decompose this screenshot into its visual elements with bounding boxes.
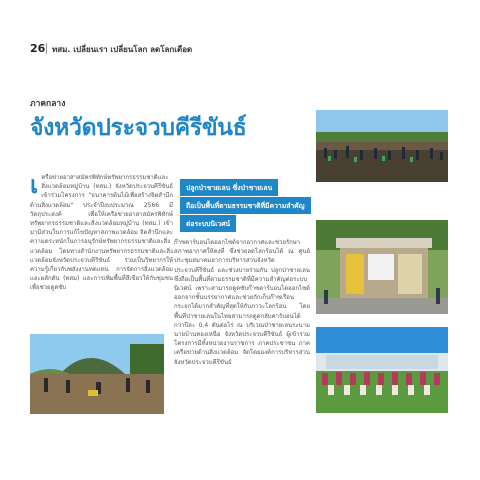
page-number: 26: [30, 42, 46, 55]
highlight-line-3: ต่อระบบนิเวศน์: [180, 215, 236, 232]
dropcap: เ: [30, 173, 39, 199]
region-label: ภาคกลาง: [30, 99, 66, 109]
paragraph-1: [30, 173, 173, 331]
running-title: ทสม. เปลี่ยนเรา เปลี่ยนโลก ลดโลกเดือด: [52, 45, 193, 54]
seminar-booth-photo: [316, 220, 448, 314]
hill-planting-photo: [30, 334, 164, 414]
group-photo: [316, 327, 448, 413]
highlight-line-1: ปลูกป่าชายเลน ซึ่งป่าชายเลน: [180, 179, 278, 196]
paragraph-1-text: ครือข่ายอาสาสมัครพิทักษ์ทรัพยากรธรรมชาติและสิ่งแวดล้อมหมู่บ้าน (ทสม.) จังหวัดประจวบคีรีขันธ์ เข้าร่วมโครงการ "ธนาคารต้นไม้เพื่อสร้างจิตสำนึกด้านสิ่งแวดล้อม" ประจำปีงบประมาณ 2566 มีวัตถุประสงค์ เพื่อให้เครือข่ายอาสาสมัครพิทักษ์ทรัพยากรธรรมชาติและสิ่งแวดล้อมหมู่บ้าน (ทสม.) เข้ามามีส่วนในการแก้ไขปัญหาสภาพแวดล้อม จิตสำนึกและความตระหนักในการอนุรักษ์ทรัพยากรธรรมชาติและสิ่งแวดล้อม โดยทางสำนักงานทรัพยากรธรรมชาติและสิ่งแวดล้อมจังหวัดประจวบคีรีขันธ์ ร่วมเป็นวิทยากรให้ความรู้เกี่ยวกับพลังงานทดแทน การจัดการสิ่งแวดล้อมและผลักดัน (ทสม) และการเพิ่มพื้นที่สีเขียวให้กับชุมชน เพื่อช่วยดูดซับ: [30, 174, 173, 292]
highlight-line-2: ถือเป็นพื้นที่ตามธรรมชาติที่มีความสำคัญ: [180, 197, 311, 214]
mangrove-planting-photo: [316, 110, 448, 182]
article-title: จังหวัดประจวบคีรีขันธ์: [30, 115, 247, 141]
header-divider: [46, 43, 47, 54]
paragraph-2: ก๊าซคาร์บอนไดออกไซด์จากอากาศและช่วยรักษาสภาพอากาศให้คงที่ ซึ่งช่วยลดโลกร้อนได้ ณ ศูนย์ประชุมสมาคมอาการบริหารส่วนจังหวัดประจวบคีรีขันธ์ และช่วงบ่ายร่วมกัน ปลูกป่าชายเลน ซึ่งถือเป็นพื้นที่ตามธรรมชาติที่มีความสำคัญต่อระบบนิเวศน์ เพราะสามารถดูดซับก๊าซคาร์บอนไดออกไซด์ออกจากชั้นบรรยากาศและช่วยกักเก็บก๊าซเรือนกระจกได้มากสำคัญที่สุดให้กับภาวะโลกร้อน โดยพื้นที่ป่าชายเลนในไทยสามารถดูดกลับคาร์บอนได้กว่าปีละ 0.4 ตันต่อไร่ ณ บริเวณป่าชายเลนระนามนายบ้านทองเหนือ จังหวัดประจวบคีรีขันธ์ ผู้เข้าร่วมโครงการมีทั้งหน่วยงานราชการ ภาคประชาชน ภาคเครือข่ายด้านสิ่งแวดล้อม จัดโดยองค์การบริหารส่วนจังหวัดประจวบคีรีขันธ์: [174, 239, 310, 366]
